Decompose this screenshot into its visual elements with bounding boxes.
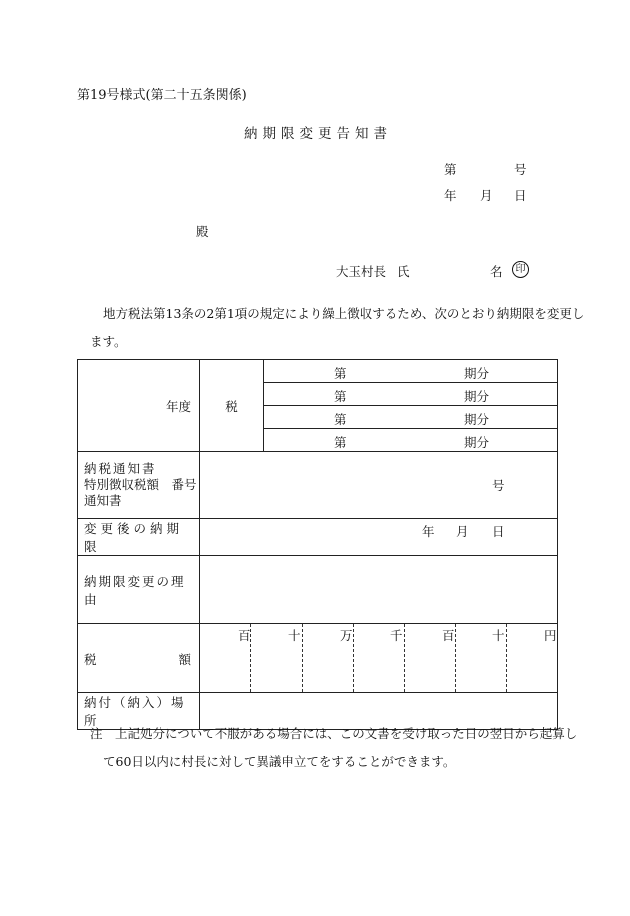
fiscal-year-label: 年度 <box>165 398 191 414</box>
notice-label-line3: 通知書 <box>84 493 122 508</box>
issuer-shi: 氏 <box>397 264 410 279</box>
unit-hyaku-man: 百 <box>238 628 251 643</box>
period-kibun: 期分 <box>464 389 490 404</box>
tax-amount-label-right: 額 <box>178 652 191 667</box>
form-number: 第19号様式(第二十五条関係) <box>77 88 247 103</box>
period-dai: 第 <box>334 435 347 450</box>
period-kibun: 期分 <box>464 435 490 450</box>
period-kibun: 期分 <box>464 412 490 427</box>
seal-icon: 印 <box>512 261 529 278</box>
payment-place-label: 納付（納入）場所 <box>84 695 186 728</box>
period-row <box>264 406 558 429</box>
digit-divider <box>455 624 456 692</box>
unit-sen: 千 <box>390 628 403 643</box>
period-row <box>264 360 558 383</box>
unit-man: 万 <box>340 628 353 643</box>
new-deadline-year: 年 <box>422 524 435 539</box>
period-kibun: 期分 <box>464 366 490 381</box>
unit-juu: 十 <box>492 628 505 643</box>
date-day: 日 <box>514 188 527 203</box>
notice-label-line1: 納税通知書 <box>84 461 157 476</box>
doc-number-prefix: 第 <box>444 162 457 177</box>
tax-amount-label-cell <box>78 624 200 693</box>
addressee-suffix: 殿 <box>196 224 209 239</box>
tax-type-label: 税 <box>225 398 238 414</box>
new-deadline-month: 月 <box>456 524 469 539</box>
unit-en: 円 <box>544 628 557 643</box>
tax-type-cell <box>200 360 264 452</box>
new-deadline-value-cell <box>200 519 558 556</box>
note-line2: て60日以内に村長に対して異議申立てをすることができます。 <box>103 754 456 769</box>
issuer-mei: 名 <box>490 264 503 279</box>
doc-number-suffix: 号 <box>514 162 527 177</box>
period-dai: 第 <box>334 412 347 427</box>
notice-number-go: 号 <box>492 478 505 493</box>
notice-number-value-cell <box>200 452 558 519</box>
note-line1: 注 上記処分について不服がある場合には、この文書を受け取った日の翌日から起算し <box>90 726 578 741</box>
date-month: 月 <box>480 188 493 203</box>
reason-label-cell <box>78 556 200 624</box>
page-title: 納期限変更告知書 <box>244 126 392 142</box>
unit-hyaku: 百 <box>442 628 455 643</box>
body-text-line2: ます。 <box>90 334 127 349</box>
seal-mark <box>512 260 529 278</box>
issuer-title: 大玉村長 <box>336 264 387 279</box>
unit-juu-man: 十 <box>288 628 301 643</box>
notice-form-table <box>77 359 558 730</box>
digit-divider <box>302 624 303 692</box>
notice-number-label-cell <box>78 452 200 519</box>
new-deadline-label-cell <box>78 519 200 556</box>
period-row <box>264 383 558 406</box>
date-year: 年 <box>444 188 457 203</box>
digit-divider <box>353 624 354 692</box>
new-deadline-day: 日 <box>492 524 505 539</box>
fiscal-year-cell <box>78 360 200 452</box>
tax-amount-label-left: 税 <box>84 652 97 667</box>
reason-label: 納期限変更の理由 <box>84 573 186 607</box>
notice-label-line2: 特別徴収税額 番号 <box>84 477 197 492</box>
period-row <box>264 429 558 452</box>
period-dai: 第 <box>334 366 347 381</box>
digit-divider <box>404 624 405 692</box>
body-text-line1: 地方税法第13条の2第1項の規定により繰上徴収するため、次のとおり納期限を変更し <box>103 306 585 321</box>
tax-amount-value-cell <box>200 624 558 693</box>
period-dai: 第 <box>334 389 347 404</box>
digit-divider <box>506 624 507 692</box>
reason-value-cell <box>200 556 558 624</box>
new-deadline-label: 変更後の納期限 <box>84 521 184 554</box>
